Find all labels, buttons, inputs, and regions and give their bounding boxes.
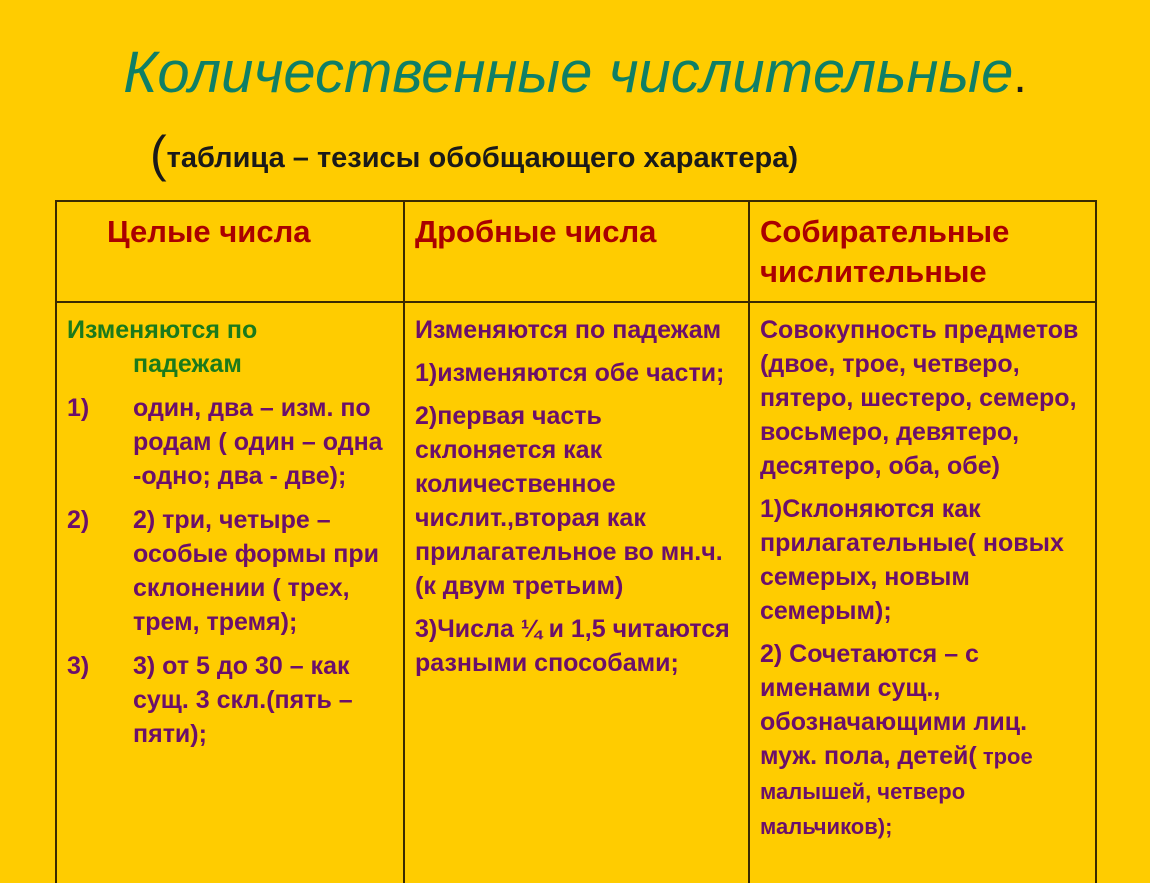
collective-paragraph: Совокупность предметов (двое, трое, четверо, пятеро, шестеро, семеро, восьмеро, девятеро, десятеро, оба, обе) [760, 316, 1079, 480]
list-item [67, 649, 395, 751]
slide-subtitle [150, 124, 798, 188]
list-item [67, 391, 395, 493]
whole-lead-rest: падежам [133, 350, 242, 378]
header-collective-numerals: Собирательные числительные [749, 201, 1096, 302]
header-whole-numbers: Целые числа [56, 201, 404, 302]
whole-lead-first: Изменяются по [67, 316, 258, 344]
fraction-paragraph: 3)Числа ¼ и 1,5 читаются разными способами; [415, 615, 730, 677]
list-item-marker: 3) [67, 652, 90, 680]
list-item-text: 3) от 5 до 30 – как сущ. 3 скл.(пять – пяти); [133, 652, 353, 748]
collective-last-small: трое малышей, четверо мальчиков); [760, 744, 1033, 839]
fraction-paragraph: 2)первая часть склоняется как количественное числит.,вторая как прилагательное во мн.ч. (к двум третьим) [415, 402, 723, 600]
slide-title-text: Количественные числительные [123, 40, 1014, 105]
collective-paragraph-last [760, 637, 1087, 844]
cell-fractions [404, 302, 749, 883]
table-body-row [56, 302, 1096, 883]
whole-lead [67, 313, 395, 381]
collective-last-main: 2) Сочетаются – с именами сущ., обозначающими лиц. муж. пола, детей( [760, 640, 1028, 770]
header-fractions: Дробные числа [404, 201, 749, 302]
numerals-table [55, 200, 1097, 883]
collective-paragraph: 1)Склоняются как прилагательные( новых семерых, новым семерым); [760, 495, 1064, 625]
list-item-marker: 1) [67, 394, 90, 422]
subtitle-text: таблица – тезисы обобщающего характера [166, 142, 789, 174]
list-item-text: 2) три, четыре – особые формы при склонении ( трех, трем, тремя); [133, 506, 380, 636]
cell-whole-numbers [56, 302, 404, 883]
list-item-text: один, два – изм. по родам ( один – одна -одно; два - две); [133, 394, 383, 490]
fraction-paragraph: 1)изменяются обе части; [415, 359, 725, 387]
subtitle-close-paren: ) [788, 142, 799, 174]
slide-title-dot: . [1013, 50, 1027, 103]
list-item [67, 503, 395, 639]
cell-collective-numerals [749, 302, 1096, 883]
subtitle-open-paren: ( [150, 126, 167, 182]
list-item-marker: 2) [67, 506, 90, 534]
slide-title [0, 38, 1150, 112]
table-header-row [56, 201, 1096, 302]
fraction-paragraph: Изменяются по падежам [415, 316, 722, 344]
